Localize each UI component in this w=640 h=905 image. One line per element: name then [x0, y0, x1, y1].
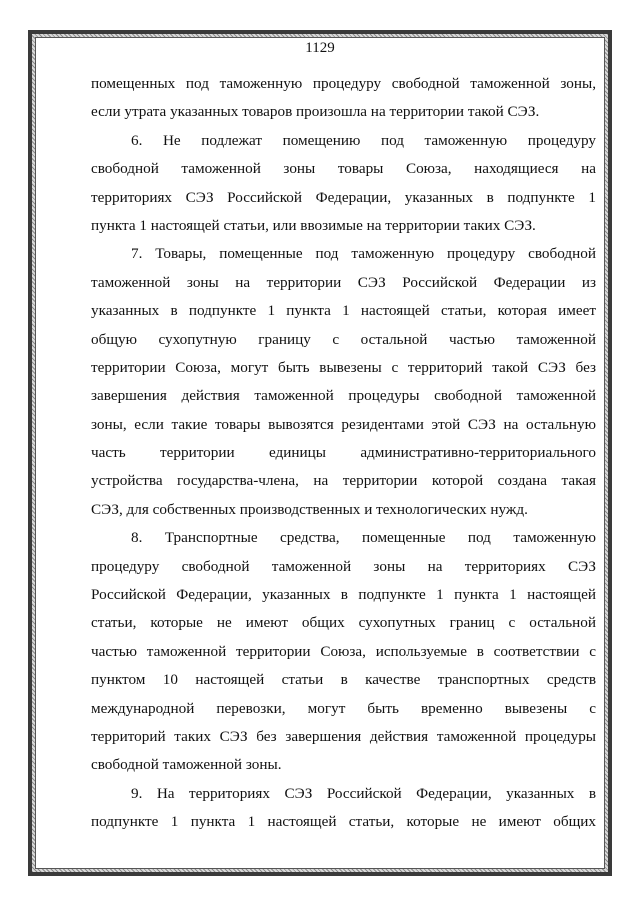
- text-line: международной перевозки, могут быть временно вывезены с: [91, 699, 596, 717]
- text-line: СЭЗ, для собственных производственных и технологических нужд.: [91, 500, 528, 518]
- text-line: устройства государства-члена, на территории которой создана такая: [91, 472, 596, 490]
- text-line: территориях СЭЗ Российской Федерации, указанных в подпункте 1: [91, 188, 596, 206]
- body-text: [91, 70, 596, 837]
- text-line: подпункте 1 пункта 1 настоящей статьи, которые не имеют общих: [91, 813, 596, 831]
- text-line: Российской Федерации, указанных в подпункте 1 пункта 1 настоящей: [91, 586, 596, 604]
- text-line: зоны, если такие товары вывозятся резидентами этой СЭЗ на остальную: [91, 415, 596, 433]
- text-line: территории Союза, могут быть вывезены с территорий такой СЭЗ без: [91, 358, 596, 376]
- text-line: если утрата указанных товаров произошла на территории такой СЭЗ.: [91, 103, 540, 121]
- text-line: 9. На территориях СЭЗ Российской Федерации, указанных в: [131, 784, 596, 802]
- text-line: 8. Транспортные средства, помещенные под таможенную: [131, 529, 596, 547]
- text-line: процедуру свободной таможенной зоны на территориях СЭЗ: [91, 557, 596, 575]
- page-number: 1129: [305, 40, 335, 56]
- text-line: помещенных под таможенную процедуру свободной таможенной зоны,: [91, 75, 596, 92]
- text-line: частью таможенной территории Союза, используемые в соответствии с: [91, 642, 596, 660]
- text-line: таможенной зоны на территории СЭЗ Российской Федерации из: [91, 273, 596, 291]
- text-line: свободной таможенной зоны.: [91, 756, 282, 774]
- text-line: указанных в подпункте 1 пункта 1 настоящей статьи, которая имеет: [91, 302, 596, 320]
- text-line: 6. Не подлежат помещению под таможенную процедуру: [131, 131, 596, 149]
- text-line: часть территории единицы административно-территориального: [91, 444, 596, 462]
- text-line: 7. Товары, помещенные под таможенную процедуру свободной: [131, 245, 596, 263]
- text-line: свободной таможенной зоны товары Союза, находящиеся на: [91, 160, 596, 178]
- text-line: статьи, которые не имеют общих сухопутных границ с остальной: [91, 614, 596, 632]
- text-line: пунктом 10 настоящей статьи в качестве транспортных средств: [91, 671, 596, 689]
- text-line: территорий таких СЭЗ без завершения действия таможенной процедуры: [91, 727, 596, 745]
- text-line: завершения действия таможенной процедуры свободной таможенной: [91, 387, 596, 405]
- text-line: общую сухопутную границу с остальной частью таможенной: [91, 330, 596, 348]
- text-line: пункта 1 настоящей статьи, или ввозимые на территории таких СЭЗ.: [91, 216, 536, 234]
